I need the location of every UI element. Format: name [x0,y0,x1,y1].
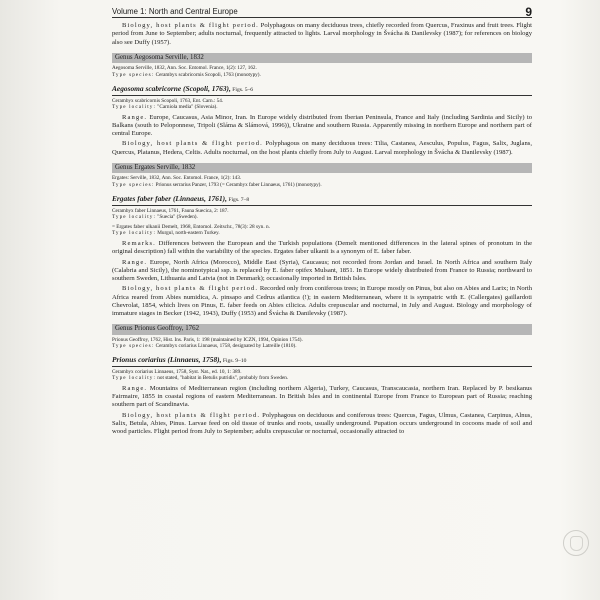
species-reference: Cerambyx faber Linnaeus, 1761, Fauna Suecica, 2: 187. [112,207,229,214]
paragraph-text: Polyphagous on many deciduous trees: Tilia, Castanea, Aesculus, Populus, Fagus, Salix, Juglans, Quercus, Platanus, Hedera, Celtis. Adults nocturnal, on the host plants chiefly from July to August. Larval morphology in Švácha & Danilevsky (1987). [112,140,532,156]
figure-reference: Figs. 7–8 [226,196,250,203]
range-paragraph [112,259,532,284]
genus-heading-aegosoma: Genus Aegosoma Serville, 1832 [112,53,532,64]
type-species-line [112,182,532,189]
section-label: Biology, host plants & flight period. [122,285,259,293]
type-locality-label: Type locality: [112,214,156,221]
paragraph-text: Europe, North Africa (Morocco), Middle East (Syria), Caucasus; not recorded from Jordan and Israel. In North Africa and southern Italy (Calabria and Sicily), the nominotypical ssp. is replaced by E. faber opifex Mulsant, 1851. In Europe widely distributed from France to Russia; northward to southern Sweden, Lithuania and Latvia (not in Denmark); occasionally imported in British Isles. [112,258,532,282]
type-species-label: Type species: [112,343,155,350]
genus-reference: Aegosoma Serville, 1832, Ann. Soc. Entomol. France, 1(2): 127, 162. [112,65,257,72]
genus-reference: Prionus Geoffroy, 1762, Hist. Ins. Paris, 1: 198 (maintained by ICZN, 1994, Opinion 1754). [112,336,303,343]
section-label: Biology, host plants & flight period. [122,22,259,30]
type-locality-text: not stated, "habitat in Betulis putridis", probably from Sweden. [156,375,289,382]
page-number: 9 [525,5,532,19]
genus-heading-prionus: Genus Prionus Geoffroy, 1762 [112,324,532,335]
paragraph-text: Differences between the European and the Turkish populations (Demelt mentioned differences in the lateral spines of pronotum in the original description) fall within the variability of the species. Ergates faber ulkanii is a synonym of E. faber faber. [112,239,532,256]
type-species-label: Type species: [112,71,155,78]
type-locality-label: Type locality: [112,104,156,111]
section-label: Remarks. [122,239,156,247]
biology-paragraph [112,412,532,437]
type-locality-line [112,375,532,382]
type-locality-label: Type locality: [112,375,156,382]
type-species-text: Prionus serrarius Panzer, 1793 (= Cerambyx faber Linnaeus, 1761) (monotypy). [154,181,322,188]
type-species-text: Cerambyx coriarius Linnaeus, 1758, designated by Latreille (1810). [154,343,297,350]
species-heading-aegosoma-scabricorne [112,83,532,96]
paragraph-text: Recorded only from coniferous trees; in Europe mostly on Pinus, but also on Abies and Larix; in North Africa reared from Abies numidica, A. pinsapo and Cedrus atlantica (!); in eastern Mediterranean, where it is sympatric with E. (Callergates) gaillardoti Chevrolat, 1854, which lives on Pinus, E. faber feeds on Abies cilicica. Adults crepuscular and nocturnal, in July and August. Biology and morphology of immature stages in Becker (1942, 1943), Duffy (1953) and Švácha & Danilevsky (1987). [112,285,533,317]
paragraph-text: Europe, Caucasus, Asia Minor, Iran. In Europe widely distributed from Iberian Peninsula, France and Italy (including Sardinia and Sicily) to Balkans (south to Peloponnese, Tripoli (Sláma & Slámová, 1996)), Ukraine and southern Russia. Apparently missing in northern Europe and northern part of central Europe. [112,113,532,138]
range-paragraph [112,114,532,139]
page-content [112,5,533,439]
section-label: Biology, host plants & flight period. [122,140,263,148]
species-reference: Cerambyx scabricornis Scopoli, 1763, Ent. Carn.: 54. [112,97,224,104]
remarks-paragraph [112,240,532,256]
species-heading-prionus-coriarius [112,354,532,367]
species-heading-ergates-faber [112,193,532,206]
species-reference: Cerambyx coriarius Linnaeus, 1758, Syst. Nat., ed. 10, 1: 389. [112,368,242,375]
synonym-reference: = Ergates faber ulkanii Demelt, 1968, Entomol. Zeitschr., 78(3): 28 syn. n. [112,223,270,230]
type-species-line [112,72,532,79]
species-title: Aegosoma scabricorne (Scopoli, 1763), [112,83,231,93]
synonym-type-locality-line [112,230,532,237]
library-stamp-icon [563,530,589,556]
species-title: Ergates faber faber (Linnaeus, 1761), [112,193,227,203]
page-header [112,5,532,19]
running-title: Volume 1: North and Central Europe [112,7,238,16]
type-locality-text: Murgul, north-eastern Turkey. [156,230,220,237]
section-label: Biology, host plants & flight period. [122,411,261,419]
type-locality-line [112,214,532,221]
biology-paragraph [112,140,532,156]
figure-reference: Figs. 5–6 [230,86,254,93]
species-title: Prionus coriarius (Linnaeus, 1758), [112,354,222,364]
biology-paragraph [112,285,532,318]
section-label: Range. [122,385,148,393]
paragraph-text: Polyphagous on many deciduous trees, chiefly recorded from Quercus, Fraxinus and fruit trees. Flight period from June to September; adults nocturnal, frequently attracted to lights. Larval morphology in Švácha & Danilevsky (1987); for references on biology also see Duffy (1957). [112,22,532,46]
paragraph-text: Mountains of Mediterranean region (including northern Algeria), Turkey, Caucasus, Transcaucasia, northern Iran. Replaced by P. besikanus Fairmaire, 1855 in coastal regions of eastern Mediterranean. In British Isles and in continental Europe from France to European part of Russia; reaching southern part of Scandinavia. [112,385,532,409]
paragraph-text: Polyphagous on deciduous and coniferous trees: Quercus, Fagus, Ulmus, Castanea, Carpinus, Alnus, Salix, Betula, Abies, Pinus. Larvae feed on old tissue of trunks and roots, usually underground. Pupation occurs underground in cocoons made of soil and wood particles. Flight period from July to September; adults crepuscular or nocturnal, occasionally attracted to [112,411,533,436]
type-locality-text: "Suecia" (Sweden). [156,214,198,221]
type-species-label: Type species: [112,181,155,188]
type-locality-text: "Carniola media" (Slovenia). [156,104,218,111]
figure-reference: Figs. 9–10 [221,357,247,364]
type-species-text: Cerambyx scabricornis Scopoli, 1763 (monotypy). [154,71,261,78]
genus-heading-ergates: Genus Ergates Serville, 1832 [112,163,532,174]
section-label: Range. [122,258,148,266]
type-species-line [112,343,532,350]
range-paragraph [112,385,532,410]
intro-biology-paragraph [112,22,532,47]
type-locality-line [112,104,532,111]
genus-reference: Ergates: Serville, 1832, Ann. Soc. Entomol. France, 1(2): 143. [112,175,242,182]
section-label: Range. [122,113,148,121]
type-locality-label: Type locality: [112,230,156,237]
